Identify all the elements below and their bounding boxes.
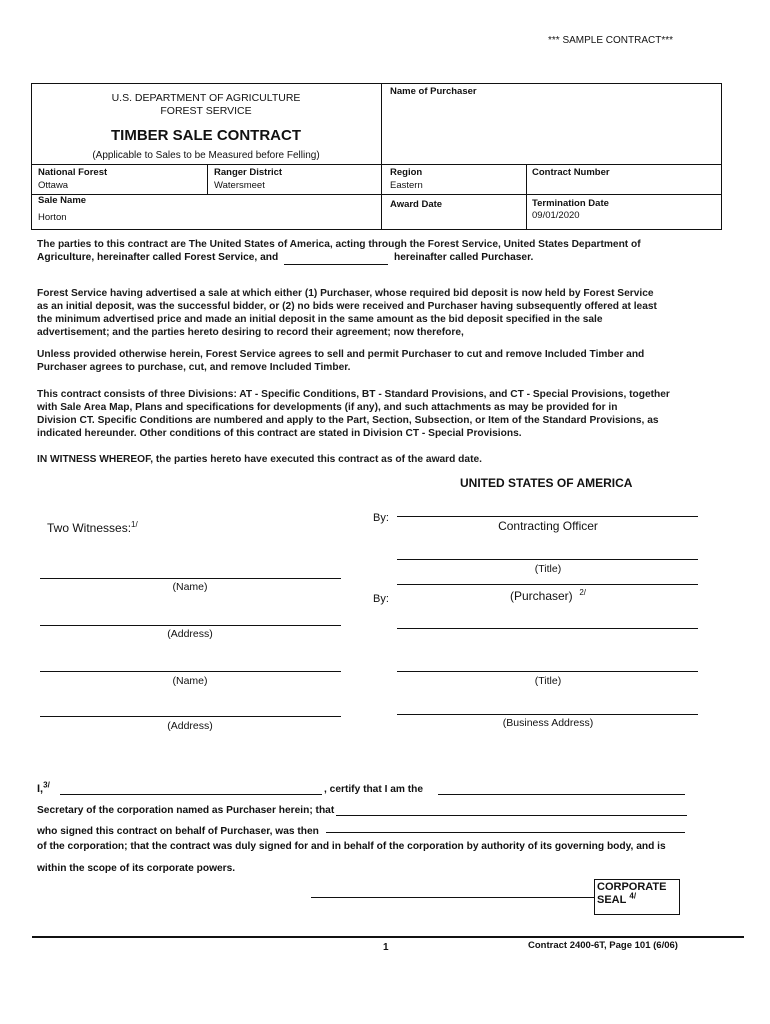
- certifier-label: I,$^{3/}$: [37, 780, 50, 795]
- advertisement-line-4: advertisement; and the parties hereto desiring to record their agreement; now therefore,: [37, 327, 464, 338]
- ranger-district-value: Watersmeet: [214, 180, 265, 191]
- contracting-officer-label: Contracting Officer: [498, 519, 598, 533]
- witness-name-line-1[interactable]: [40, 578, 341, 579]
- region-value: Eastern: [390, 180, 423, 191]
- contract-number-label: Contract Number: [532, 167, 610, 178]
- sale-name-value: Horton: [38, 212, 67, 223]
- by-label-2: By:: [373, 593, 389, 605]
- ranger-district-label: Ranger District: [214, 167, 283, 178]
- footer-rule: [32, 936, 744, 938]
- corporate-seal-label: CORPORATE: [597, 881, 667, 893]
- certifier-name-line[interactable]: [60, 794, 322, 795]
- signer-position-line[interactable]: [326, 832, 685, 833]
- by-label-1: By:: [373, 512, 389, 524]
- service-name: FOREST SERVICE: [160, 105, 252, 117]
- page-title: TIMBER SALE CONTRACT: [111, 127, 301, 144]
- footnote-4: 4/: [629, 891, 637, 901]
- divisions-line-1: This contract consists of three Divisions: AT - Specific Conditions, BT - Standard Provisions, and CT - Special Provisions, together: [37, 389, 670, 400]
- purchaser-name-label: Name of Purchaser: [390, 86, 477, 97]
- agency-name: U.S. DEPARTMENT OF AGRICULTURE: [111, 92, 301, 104]
- title-line-2[interactable]: [397, 671, 698, 672]
- witness-address-label-1: (Address): [167, 628, 213, 640]
- agreement-line-2: Purchaser agrees to purchase, cut, and remove Included Timber.: [37, 362, 351, 373]
- witness-name-label-1: (Name): [172, 581, 208, 593]
- two-witnesses-label: Two Witnesses:$^{1/}$: [47, 520, 138, 535]
- form-number: Contract 2400-6T, Page 101 (6/06): [528, 940, 678, 951]
- usa-heading: UNITED STATES OF AMERICA: [460, 476, 633, 490]
- certifier-title-line[interactable]: [438, 794, 685, 795]
- footnote-1: 1/: [131, 520, 138, 529]
- advertisement-line-1: Forest Service having advertised a sale at which either (1) Purchaser, whose required bid deposit is now held by Forest Service: [37, 288, 654, 299]
- advertisement-line-2: as an initial deposit, was the successful bidder, or (2) no bids were received and Purchaser having subsequently offered at least: [37, 301, 657, 312]
- purchaser-extra-line[interactable]: [397, 628, 698, 629]
- contracting-officer-signature-line[interactable]: [397, 516, 698, 517]
- national-forest-label: National Forest: [38, 167, 108, 178]
- award-date-label: Award Date: [390, 199, 443, 210]
- parties-paragraph-line-3: hereinafter called Purchaser.: [394, 252, 534, 263]
- authority-text: of the corporation; that the contract was duly signed for and in behalf of the corporation by authority of its governing body, and is: [37, 841, 666, 852]
- sample-contract-label: *** SAMPLE CONTRACT***: [548, 35, 674, 46]
- title-label-1: (Title): [534, 563, 562, 575]
- termination-date-value: 09/01/2020: [532, 210, 580, 221]
- witness-address-line-1[interactable]: [40, 625, 341, 626]
- title-line-1[interactable]: [397, 559, 698, 560]
- business-address-label: (Business Address): [502, 717, 594, 729]
- witness-name-label-2: (Name): [172, 675, 208, 687]
- page-subtitle: (Applicable to Sales to be Measured before Felling): [92, 150, 320, 161]
- footnote-3: 3/: [43, 780, 50, 790]
- region-label: Region: [390, 167, 423, 178]
- page-number: 1: [383, 942, 389, 953]
- divisions-line-4: indicated hereunder. Other conditions of this contract are stated in Division CT - Special Provisions.: [37, 428, 522, 439]
- who-signed-text: who signed this contract on behalf of Purchaser, was then: [37, 826, 319, 837]
- advertisement-line-3: the minimum advertised price and made an initial deposit in the same amount as the bid deposit specified in the sale: [37, 314, 603, 325]
- footnote-2: 2/: [579, 588, 587, 597]
- secretary-name-line[interactable]: [336, 815, 687, 816]
- business-address-line[interactable]: [397, 714, 698, 715]
- certify-text: , certify that I am the: [324, 784, 424, 795]
- seal-label: SEAL $^{4/}$: [597, 891, 637, 906]
- purchaser-label: (Purchaser) $^{2/}$: [509, 588, 587, 603]
- divisions-line-2: with Sale Area Map, Plans and specifications for developments (if any), and such attachments as may be provided for in: [37, 402, 618, 413]
- parties-paragraph-line-2: Agriculture, hereinafter called Forest Service, and: [37, 252, 279, 263]
- witness-name-line-2[interactable]: [40, 671, 341, 672]
- agreement-line-1: Unless provided otherwise herein, Forest Service agrees to sell and permit Purchaser to cut and remove Included Timber and: [37, 349, 645, 360]
- title-label-2: (Title): [534, 675, 562, 687]
- scope-text: within the scope of its corporate powers.: [37, 863, 236, 874]
- witness-address-line-2[interactable]: [40, 716, 341, 717]
- witness-whereof: IN WITNESS WHEREOF, the parties hereto have executed this contract as of the award date.: [37, 454, 482, 465]
- secretary-text: Secretary of the corporation named as Purchaser herein; that: [37, 805, 335, 816]
- national-forest-value: Ottawa: [38, 180, 69, 191]
- parties-paragraph-line-1: The parties to this contract are The United States of America, acting through the Forest Service, United States Department of: [37, 239, 641, 250]
- certifier-signature-line[interactable]: [311, 897, 594, 898]
- purchaser-signature-line[interactable]: [397, 584, 698, 585]
- witness-address-label-2: (Address): [167, 720, 213, 732]
- divisions-line-3: Division CT. Specific Conditions are numbered and apply to the Part, Section, Subsection, or Item of the Standard Provisions, as: [37, 415, 659, 426]
- sale-name-label: Sale Name: [38, 195, 87, 206]
- termination-date-label: Termination Date: [532, 198, 609, 209]
